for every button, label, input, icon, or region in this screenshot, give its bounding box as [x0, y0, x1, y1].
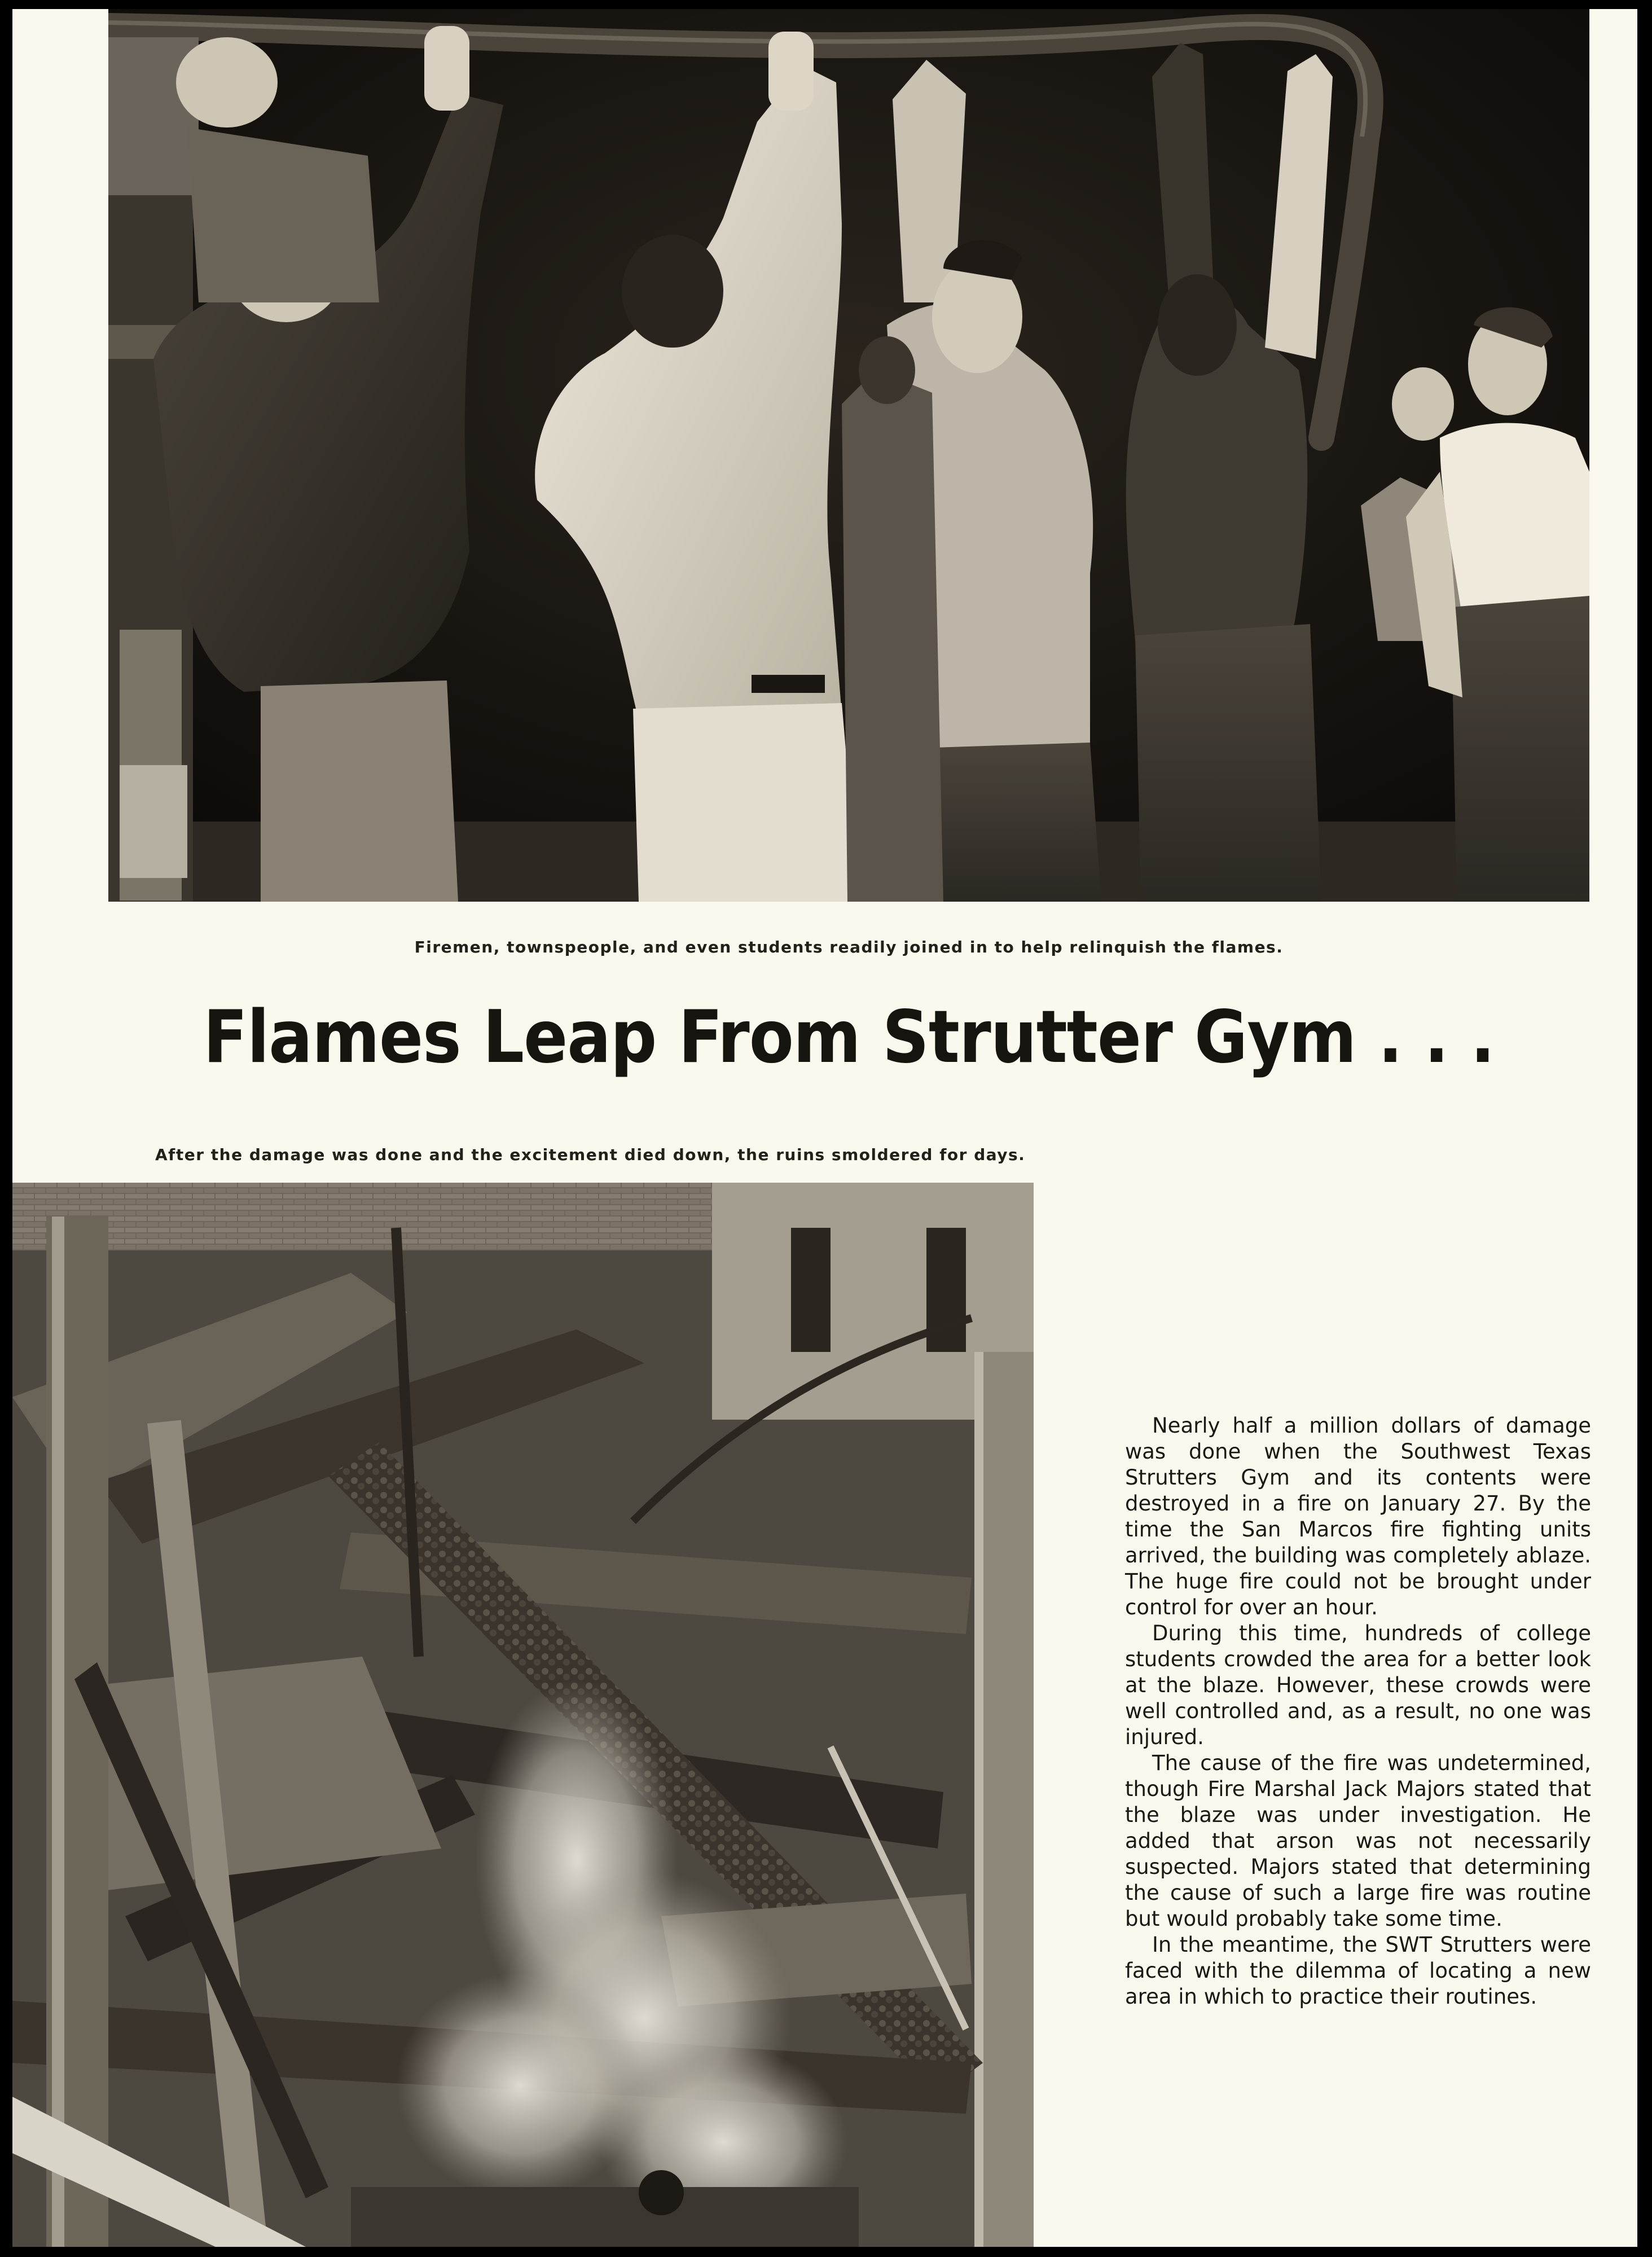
crowd-holding-hose-illustration [108, 9, 1589, 902]
article-paragraph: The cause of the fire was undetermined, though Fire Marshal Jack Majors stated that the blaze was under investigation. He added that arson was not necessarily suspected. Majors stated that determining the cause of such a large fire was routine but would probably take some time. [1125, 1751, 1591, 1931]
smoldering-ruins-photo [12, 1183, 1034, 2247]
page-headline: Flames Leap From Strutter Gym . . . [203, 995, 1495, 1079]
crowd-holding-hose-photo [108, 9, 1589, 902]
article-body [1125, 1413, 1591, 2010]
yearbook-page [12, 9, 1637, 2247]
bottom-photo-caption: After the damage was done and the excitement died down, the ruins smoldered for days. [155, 1145, 1026, 1164]
smoldering-ruins-illustration [12, 1183, 1034, 2247]
top-photo-caption: Firemen, townspeople, and even students readily joined in to help relinquish the flames. [414, 938, 1284, 956]
article-paragraph: Nearly half a million dollars of damage was done when the Southwest Texas Strutters Gym and its contents were destroyed in a fire on January 27. By the time the San Marcos fire fighting units arrived, the building was completely ablaze. The huge fire could not be brought under control for over an hour. [1125, 1413, 1591, 1619]
article-paragraph: In the meantime, the SWT Strutters were faced with the dilemma of locating a new area in which to practice their routines. [1125, 1933, 1591, 2009]
article-paragraph: During this time, hundreds of college students crowded the area for a better look at the blaze. However, these crowds were well controlled and, as a result, no one was injured. [1125, 1621, 1591, 1749]
